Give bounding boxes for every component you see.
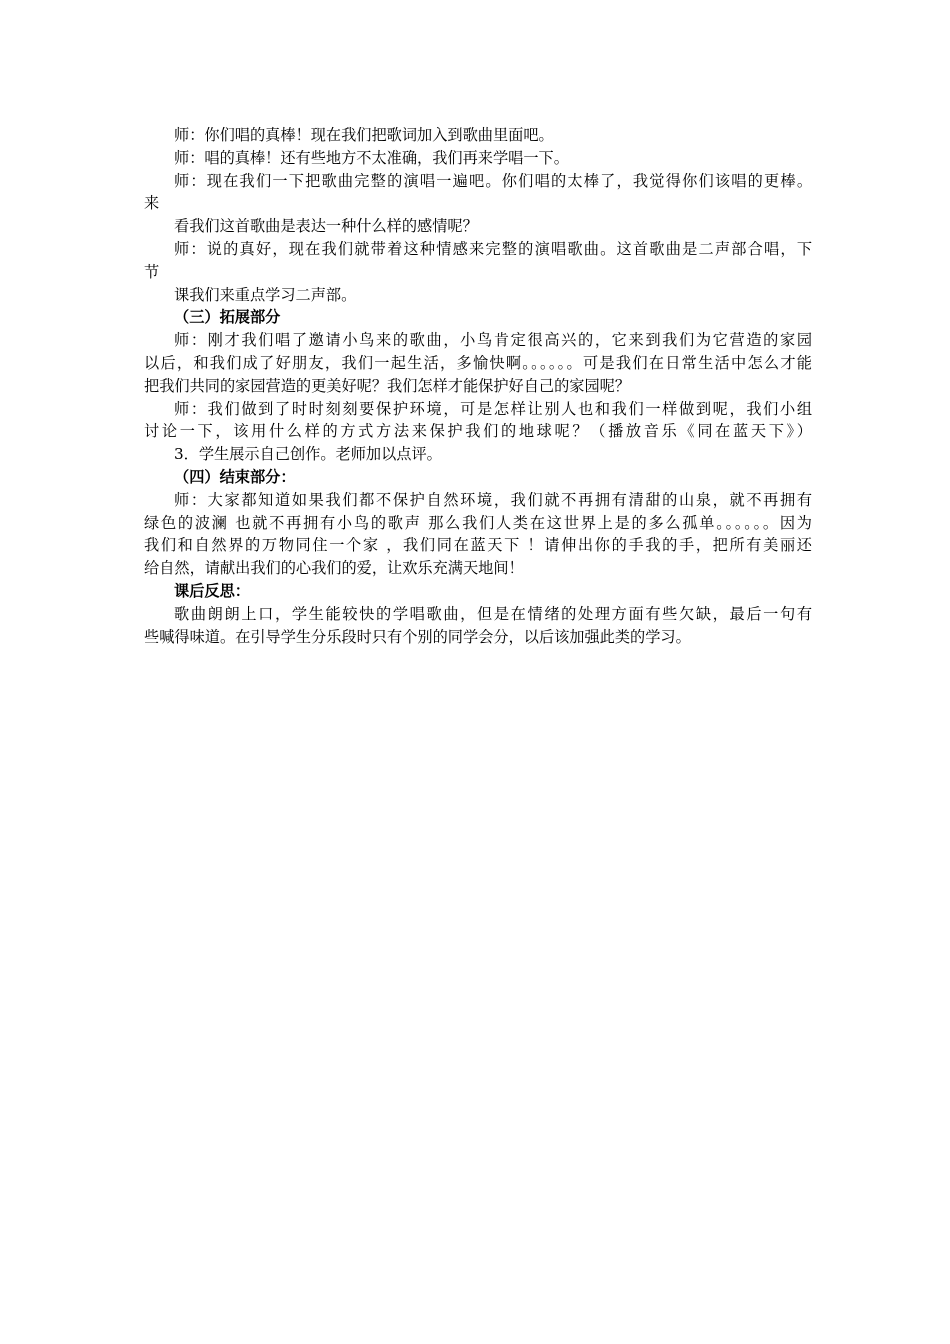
paragraph-line: 来	[144, 194, 160, 213]
paragraph-line: 师：唱的真棒！还有些地方不太准确，我们再来学唱一下。	[174, 148, 569, 167]
paragraph-line: 师：说的真好，现在我们就带着这种情感来完整的演唱歌曲。这首歌曲是二声部合唱，下	[174, 239, 812, 258]
paragraph-line: 看我们这首歌曲是表达一种什么样的感情呢？	[174, 217, 478, 236]
section-heading: （四）结束部分：	[174, 467, 296, 486]
paragraph-line: 师：你们唱的真棒！现在我们把歌词加入到歌曲里面吧。	[174, 126, 554, 144]
paragraph-line: 课我们来重点学习二声部。	[174, 285, 357, 304]
paragraph-line: 师：现在我们一下把歌曲完整的演唱一遍吧。你们唱的太棒了，我觉得你们该唱的更棒。	[174, 171, 812, 190]
section-heading: 课后反思：	[174, 581, 250, 600]
document-page	[144, 124, 812, 648]
paragraph-line: 以后，和我们成了好朋友，我们一起生活，多愉快啊。。。。。。可是我们在日常生活中怎么才能	[144, 353, 812, 372]
paragraph-line: 师：我们做到了时时刻刻要保护环境，可是怎样让别人也和我们一样做到呢，我们小组	[174, 399, 812, 418]
paragraph-line: 把我们共同的家园营造的更美好呢？我们怎样才能保护好自己的家园呢？	[144, 376, 630, 395]
paragraph-line: 绿色的波澜 也就不再拥有小鸟的歌声 那么我们人类在这世界上是的多么孤单。。。。。。因为	[144, 513, 812, 532]
paragraph-line: 我们和自然界的万物同住一个家 ，我们同在蓝天下 ！请伸出你的手我的手，把所有美丽还	[144, 536, 812, 555]
paragraph-line: 3．学生展示自己创作。老师加以点评。	[174, 445, 442, 464]
paragraph-line: 些喊得味道。在引导学生分乐段时只有个别的同学会分，以后该加强此类的学习。	[144, 627, 691, 646]
paragraph-line: 讨论一下，该用什么样的方式方法来保护我们的地球呢？（播放音乐《同在蓝天下》）	[144, 422, 812, 441]
section-heading: （三）拓展部分	[174, 308, 281, 327]
paragraph-line: 歌曲朗朗上口，学生能较快的学唱歌曲，但是在情绪的处理方面有些欠缺，最后一句有	[174, 604, 812, 623]
paragraph-line: 师：大家都知道如果我们都不保护自然环境，我们就不再拥有清甜的山泉，就不再拥有	[174, 490, 812, 509]
paragraph-line: 师：刚才我们唱了邀请小鸟来的歌曲，小鸟肯定很高兴的，它来到我们为它营造的家园	[174, 331, 812, 350]
paragraph-line: 节	[144, 262, 160, 281]
paragraph-line: 给自然，请献出我们的心我们的爱，让欢乐充满天地间！	[144, 559, 524, 578]
